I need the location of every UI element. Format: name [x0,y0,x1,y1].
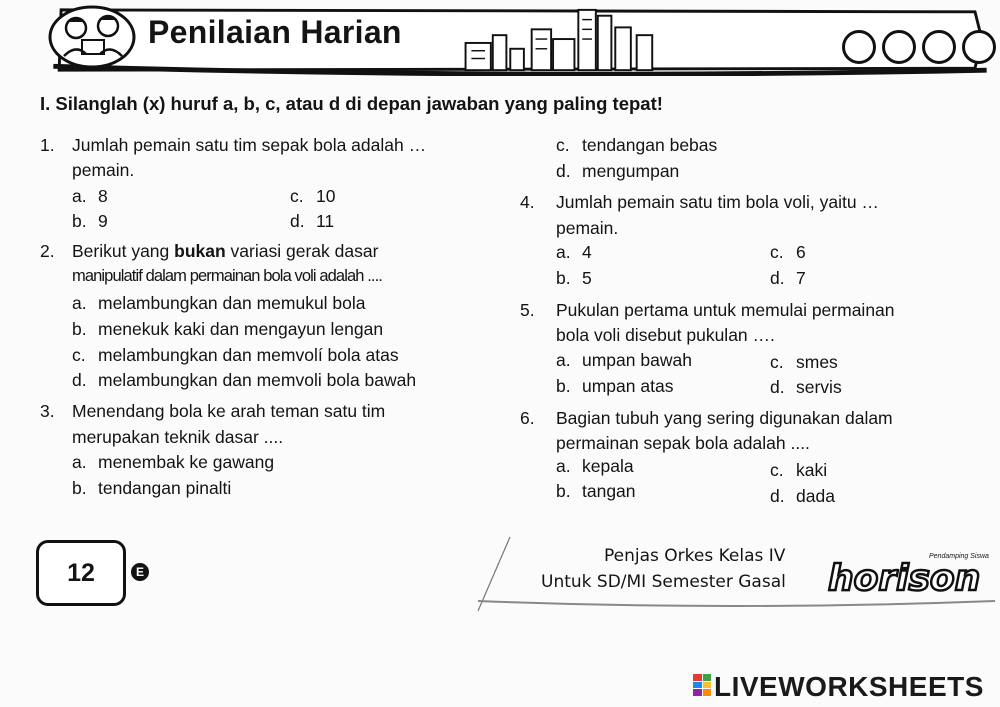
q2-option-c[interactable]: c. melambungkan dan memvolí bola atas [72,345,399,365]
q4-option-c[interactable]: c. 6 [770,242,806,262]
question-4-line-2: pemain. [556,218,619,238]
brand-wordmark: horison [828,558,981,596]
circle-2 [882,30,916,64]
question-6-line-2: permainan sepak bola adalah .... [556,433,810,453]
q3-option-a[interactable]: a. menembak ke gawang [72,452,275,472]
q2-option-b[interactable]: b. menekuk kaki dan mengayun lengan [72,319,384,339]
brand-tagline: Pendamping Siswa [929,553,989,560]
question-5-line-2: bola voli disebut pukulan …. [556,325,775,345]
bold-keyword: bukan [174,241,226,261]
question-number: 6. [520,408,535,428]
q5-option-d[interactable]: d. servis [770,377,842,397]
question-number: 1. [40,135,55,155]
q1-option-b[interactable]: b. 9 [72,211,108,231]
q1-option-d[interactable]: d. 11 [290,211,335,231]
q6-option-d[interactable]: d. dada [770,486,835,506]
circle-4 [962,30,996,64]
circle-3 [922,30,956,64]
question-1-line-1 [40,135,426,156]
page-title: Penilaian Harian [148,14,402,50]
q3-option-d[interactable]: d. mengumpan [556,161,680,181]
q6-option-b[interactable]: b. tangan [556,481,636,501]
liveworksheets-logo-icon [693,674,711,696]
question-3-line-1: 3. Menendang bola ke arah teman satu tim [40,401,386,421]
book-title-line-2: Untuk SD/MI Semester Gasal [541,572,786,592]
q1-option-c[interactable]: c. 10 [290,186,336,206]
question-2-line-1: 2. Berikut yang bukan variasi gerak dasar [40,241,379,261]
question-number: 4. [520,192,535,212]
question-4-line-1: 4. Jumlah pemain satu tim bola voli, yaitu … [520,192,879,212]
q5-option-b[interactable]: b. umpan atas [556,376,674,396]
question-number: 3. [40,401,55,421]
q6-option-c[interactable]: c. kaki [770,460,828,480]
question-3-line-2: merupakan teknik dasar .... [72,427,284,447]
circle-1 [842,30,876,64]
instruction-heading: I. Silanglah (x) huruf a, b, c, atau d di depan jawaban yang paling tepat! [40,93,663,114]
q5-option-a[interactable]: a. umpan bawah [556,350,692,370]
question-5-line-1: 5. Pukulan pertama untuk memulai permainan [520,300,895,320]
q2-option-d[interactable]: d. melambungkan dan memvoli bola bawah [72,370,417,390]
q4-option-b[interactable]: b. 5 [556,268,592,288]
q5-option-c[interactable]: c. smes [770,352,838,372]
question-1-line-2: pemain. [72,160,135,180]
book-title-line-1: Penjas Orkes Kelas IV [604,546,786,566]
question-number: 5. [520,300,535,320]
question-6-line-1: 6. Bagian tubuh yang sering digunakan dalam [520,408,893,428]
q4-option-d[interactable]: d. 7 [770,268,806,288]
q3-option-c[interactable]: c. tendangan bebas [556,135,718,155]
watermark-text: LIVEWORKSHEETS [714,671,984,702]
q6-option-a[interactable]: a. kepala [556,456,634,476]
question-number: 2. [40,241,55,261]
page-number: 12 [36,540,126,606]
decorative-circles [842,30,996,64]
q2-option-a[interactable]: a. melambungkan dan memukul bola [72,293,366,313]
q4-option-a[interactable]: a. 4 [556,242,592,262]
question-2-line-2: manipulatif dalam permainan bola voli adalah .... [72,267,382,285]
edition-badge: E [131,563,149,581]
kids-reading-logo-icon [46,4,138,70]
q1-option-a[interactable]: a. 8 [72,186,108,206]
q3-option-b[interactable]: b. tendangan pinalti [72,478,232,498]
question-text: Jumlah pemain satu tim sepak bola adalah … [72,135,427,155]
